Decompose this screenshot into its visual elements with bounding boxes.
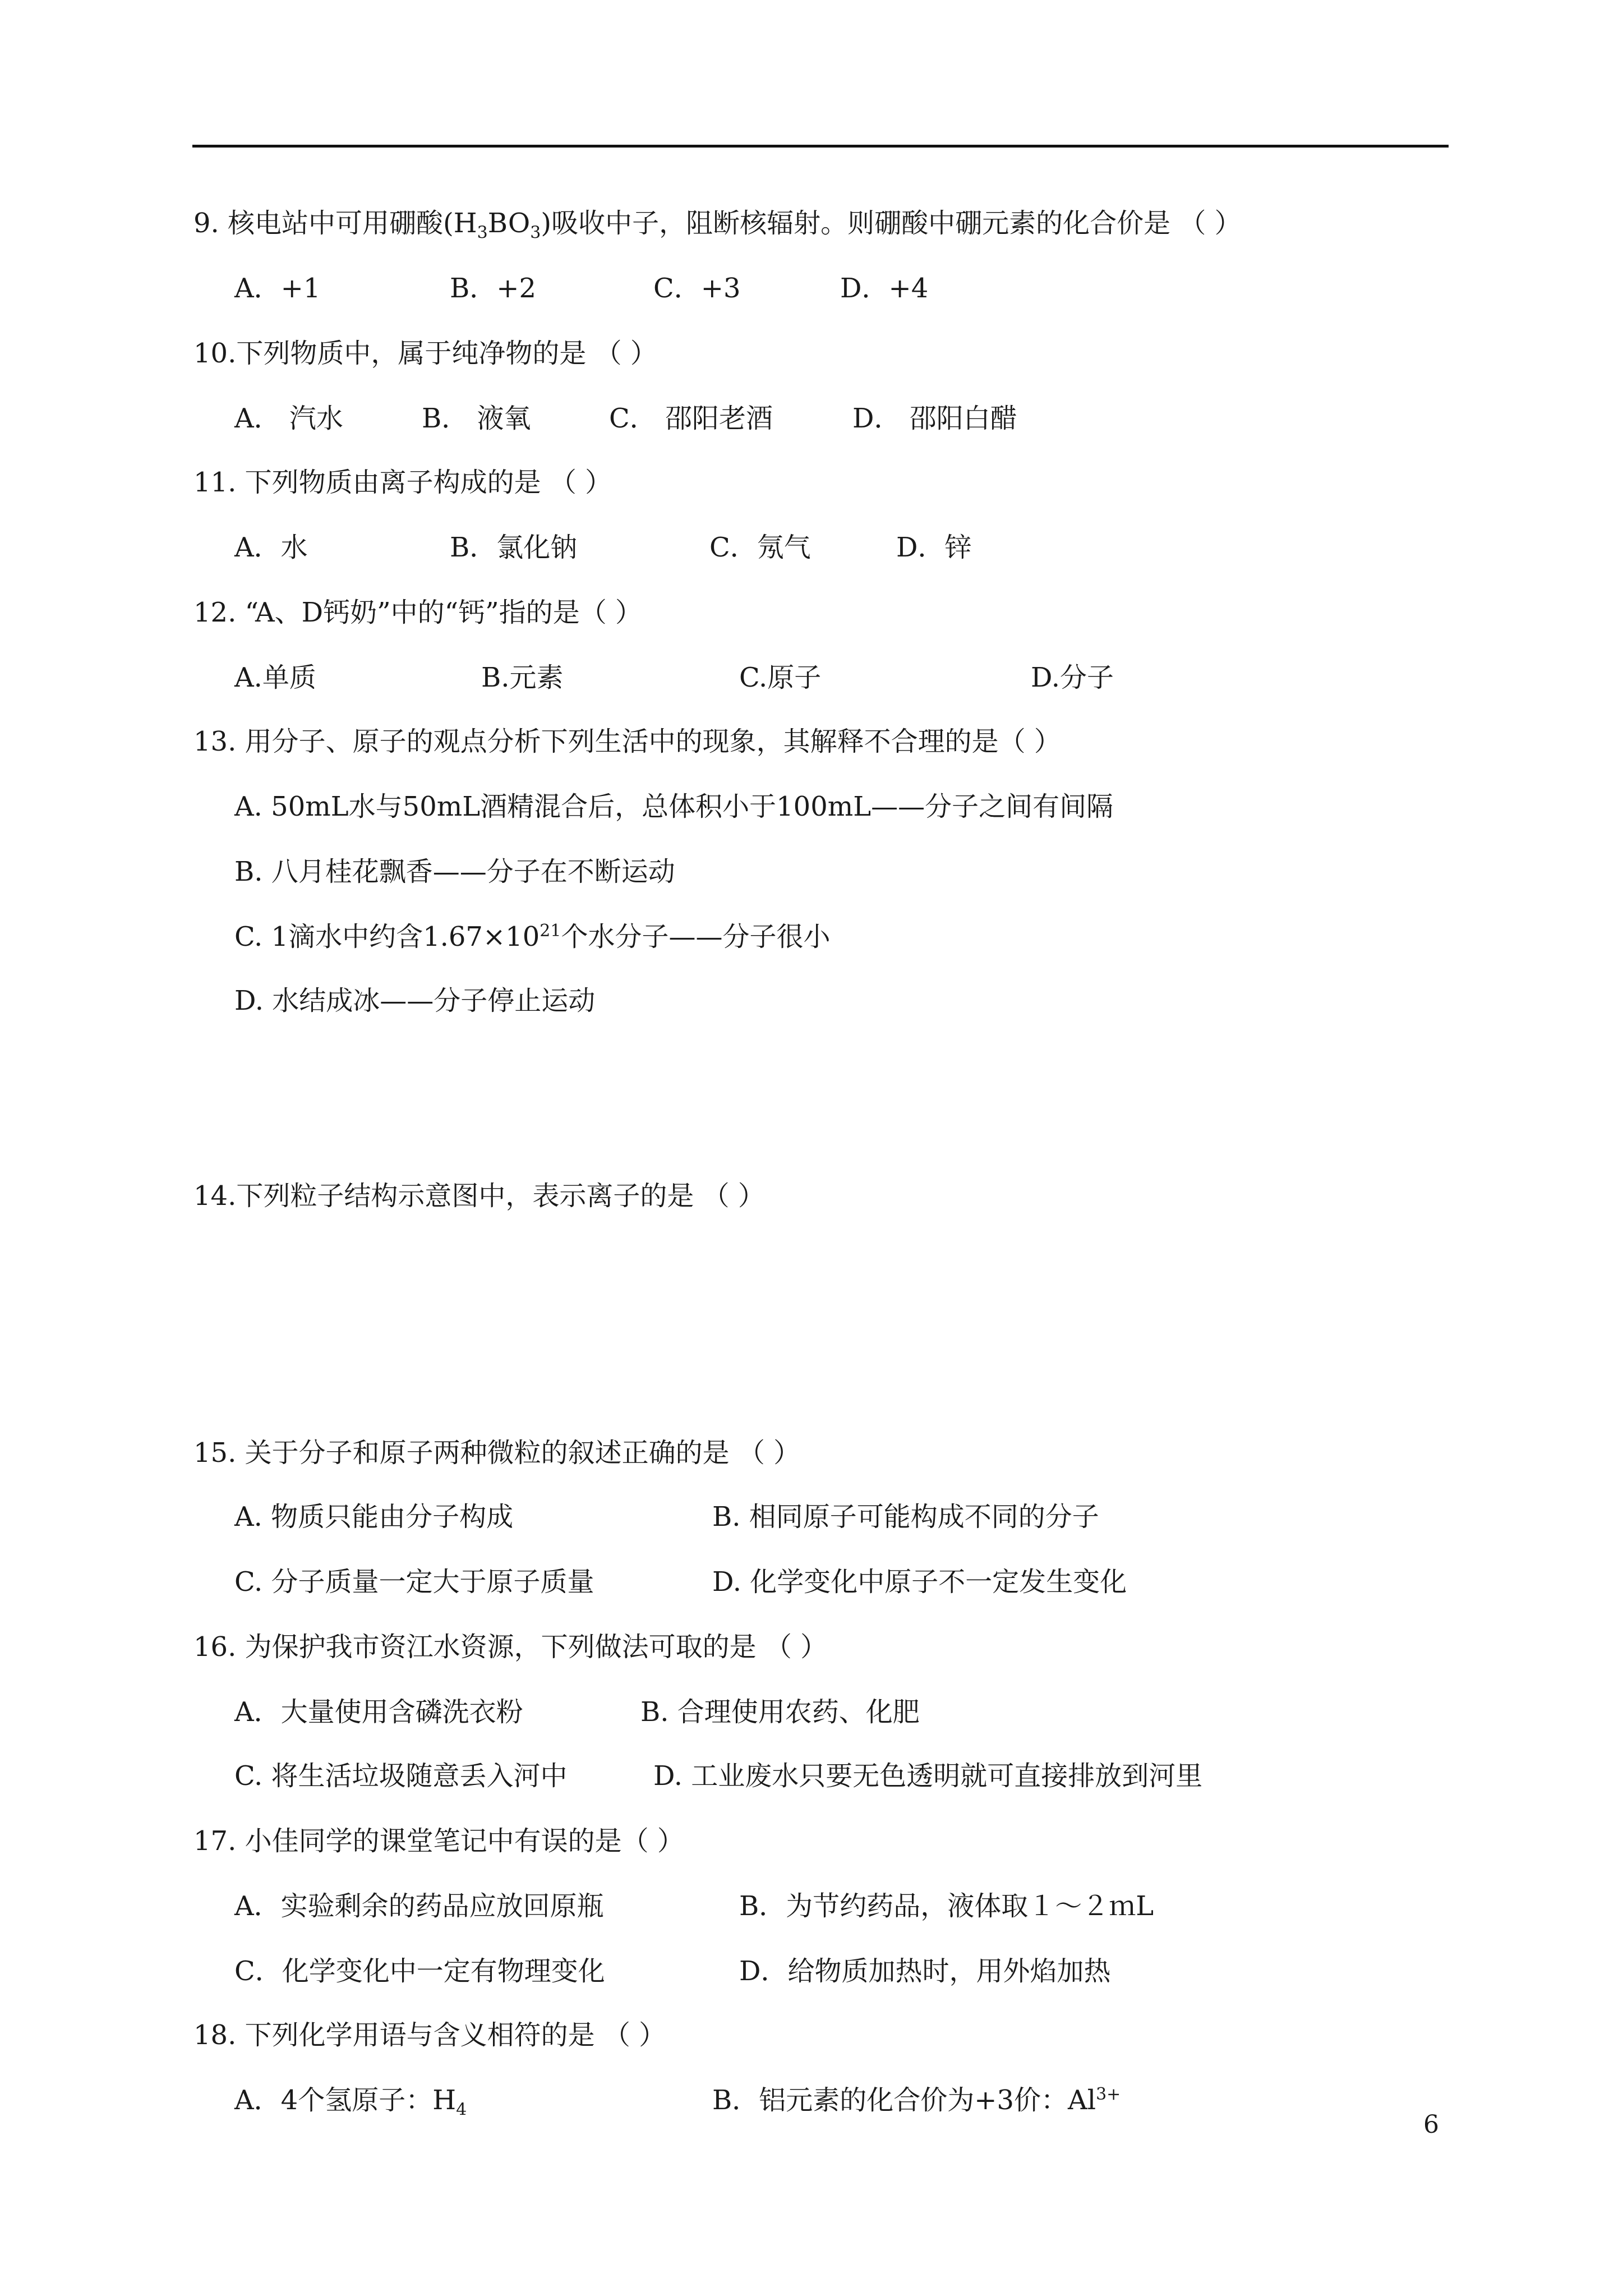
q11-option-c: C．氖气 xyxy=(709,532,811,563)
q9-option-c: C．+3 xyxy=(653,273,741,304)
q17-option-c: C．化学变化中一定有物理变化 xyxy=(234,1955,605,1987)
q11-option-d: D．锌 xyxy=(896,532,972,563)
q13-option-c: C. 1滴水中约含$1.67\times 10^{21}$个水分子——分子很小 xyxy=(234,921,831,953)
header-rule xyxy=(192,145,1449,148)
page-number: 6 xyxy=(1423,2110,1439,2139)
q13-option-a: A. 50mL水与50mL酒精混合后，总体积小于100mL——分子之间有间隔 xyxy=(234,791,1114,822)
q12-option-d: D.分子 xyxy=(1031,662,1114,693)
q16-option-d: D. 工业废水只要无色透明就可直接排放到河里 xyxy=(653,1760,1203,1792)
q10-option-c: C． 邵阳老酒 xyxy=(609,403,773,434)
q10-option-a: A． 汽水 xyxy=(234,403,343,434)
q16-option-c: C. 将生活垃圾随意丢入河中 xyxy=(234,1760,568,1792)
q11-option-b: B．氯化钠 xyxy=(450,532,578,563)
q13-option-d: D. 水结成冰——分子停止运动 xyxy=(234,985,596,1016)
q15-option-b: B. 相同原子可能构成不同的分子 xyxy=(712,1501,1099,1533)
question-15: 15. 关于分子和原子两种微粒的叙述正确的是 （ ） xyxy=(193,1437,801,1469)
q17-option-d: D．给物质加热时，用外焰加热 xyxy=(739,1955,1111,1987)
question-16: 16. 为保护我市资江水资源，下列做法可取的是 （ ） xyxy=(193,1631,828,1663)
question-14: 14.下列粒子结构示意图中，表示离子的是 （ ） xyxy=(193,1180,765,1212)
question-9: 9. 核电站中可用硼酸$(H_3BO_3)$吸收中子，阻断核辐射。则硼酸中硼元素的化合价是 （ ） xyxy=(193,208,1242,243)
q16-option-a: A．大量使用含磷洗衣粉 xyxy=(234,1696,523,1728)
q15-option-d: D. 化学变化中原子不一定发生变化 xyxy=(712,1566,1127,1598)
q17-option-a: A．实验剩余的药品应放回原瓶 xyxy=(234,1890,604,1922)
q9-option-b: B．+2 xyxy=(450,273,537,304)
question-18: 18. 下列化学用语与含义相符的是 （ ） xyxy=(193,2019,666,2051)
q13-option-b: B. 八月桂花飘香——分子在不断运动 xyxy=(234,856,675,887)
q10-option-b: B． 液氧 xyxy=(422,403,531,434)
q12-option-c: C.原子 xyxy=(739,662,822,693)
q9-option-d: D．+4 xyxy=(840,273,929,304)
question-12: 12. “A、D钙奶”中的“钙”指的是（ ） xyxy=(193,597,642,628)
question-13: 13. 用分子、原子的观点分析下列生活中的现象，其解释不合理的是（ ） xyxy=(193,726,1061,757)
question-10: 10.下列物质中，属于纯净物的是 （ ） xyxy=(193,338,657,369)
q17-option-b: B．为节约药品，液体取１～２ｍL xyxy=(739,1890,1154,1922)
q10-option-d: D． 邵阳白醋 xyxy=(852,403,1017,434)
q11-option-a: A．水 xyxy=(234,532,308,563)
question-17: 17. 小佳同学的课堂笔记中有误的是（ ） xyxy=(193,1825,684,1857)
q12-option-b: B.元素 xyxy=(481,662,564,693)
q9-option-a: A．+1 xyxy=(234,273,321,304)
q15-option-c: C. 分子质量一定大于原子质量 xyxy=(234,1566,594,1598)
q15-option-a: A. 物质只能由分子构成 xyxy=(234,1501,514,1533)
q16-option-b: B. 合理使用农药、化肥 xyxy=(640,1696,920,1728)
q12-option-a: A.单质 xyxy=(234,662,316,693)
question-11: 11. 下列物质由离子构成的是 （ ） xyxy=(193,467,612,498)
q18-option-a: A．4个氢原子：$H_4$ xyxy=(234,2085,467,2120)
q18-option-b: B．铝元素的化合价为+3价：$Al^{3+}$ xyxy=(712,2085,1121,2116)
